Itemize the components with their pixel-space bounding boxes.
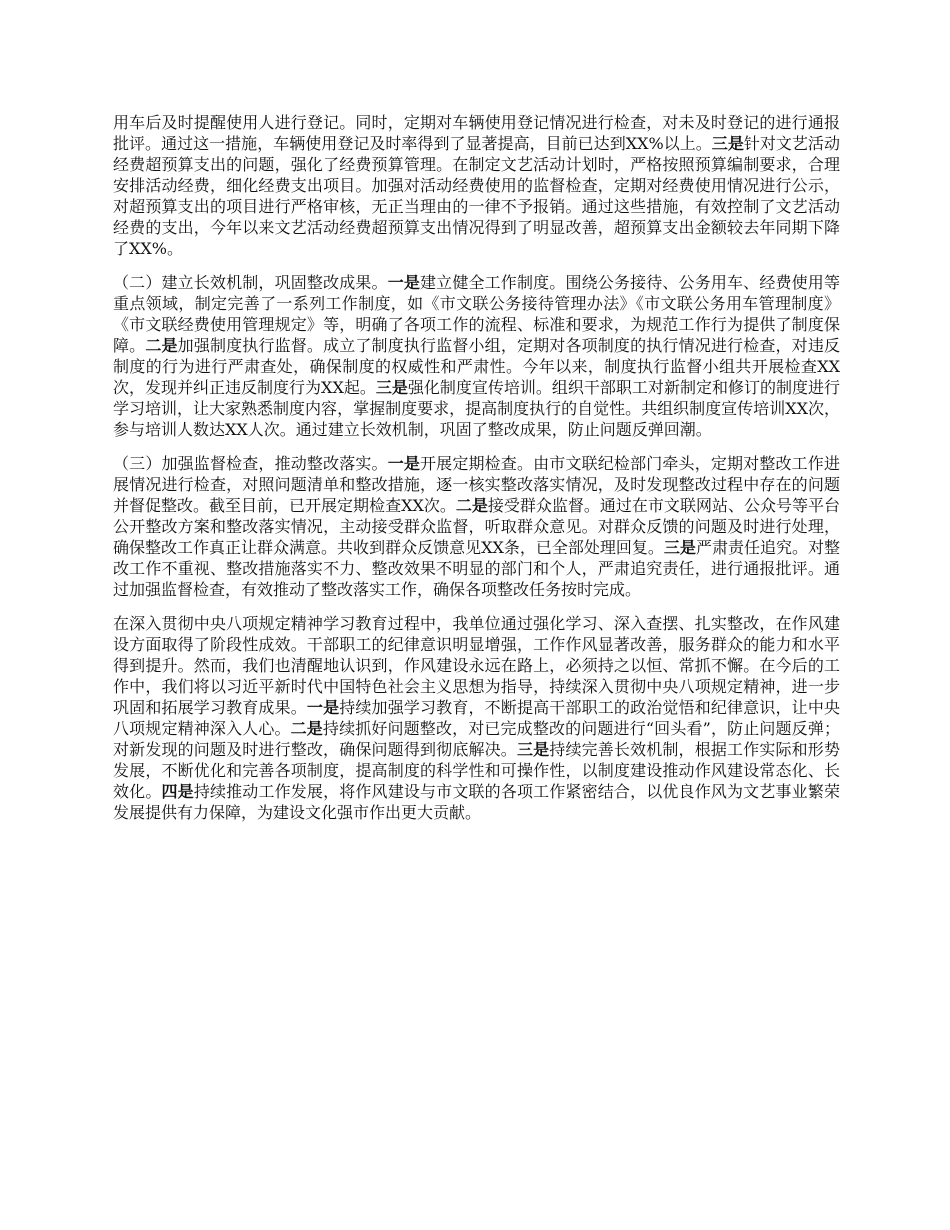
paragraph-text: 加强制度执行监督。成立了制度执行监督小组，定期对各项制度的执行情况进行检查，对违反制度的行为进行严肃查处，确保制度的权威性和严肃性。今年以来，制度执行监督小组共开展检查XX次，发现并纠正违反制度行为XX起。 bbox=[113, 336, 840, 397]
paragraph-text: 接受群众监督。通过在市文联网站、公众号等平台公开整改方案和整改落实情况，主动接受群众监督，听取群众意见。对群众反馈的问题及时进行处理，确保整改工作真正让群众满意。共收到群众反馈意见XX条，已全部处理回复。 bbox=[113, 496, 840, 557]
emphasis-marker: 三是 bbox=[516, 740, 550, 759]
paragraph-text: 持续加强学习教育，不断提高干部职工的政治觉悟和纪律意识，让中央八项规定精神深入人心。 bbox=[113, 698, 840, 738]
paragraph-text: 持续完善长效机制，根据工作实际和形势发展，不断优化和完善各项制度，提高制度的科学性和可操作性，以制度建设推动作风建设常态化、长效化。 bbox=[113, 740, 840, 801]
paragraph-text: 针对文艺活动经费超预算支出的问题，强化了经费预算管理。在制定文艺活动计划时，严格按照预算编制要求，合理安排活动经费，细化经费支出项目。加强对活动经费使用的监督检查，定期对经费使用情况进行公示，对超预算支出的项目进行严格审核，无正当理由的一律不予报销。通过这些措施，有效控制了文艺活动经费的支出，今年以来文艺活动经费超预算支出情况得到了明显改善，超预算支出金额较去年同期下降了XX%。 bbox=[113, 134, 840, 258]
paragraph-text: 强化制度宣传培训。组织干部职工对新制定和修订的制度进行学习培训，让大家熟悉制度内容，掌握制度要求，提高制度执行的自觉性。共组织制度宣传培训XX次，参与培训人数达XX人次。通过建立长效机制，巩固了整改成果，防止问题反弹回潮。 bbox=[113, 378, 840, 439]
paragraph-text: 开展定期检查。由市文联纪检部门牵头，定期对整改工作进展情况进行检查，对照问题清单和整改措施，逐一核实整改落实情况，及时发现整改过程中存在的问题并督促整改。截至目前，已开展定期检查XX次。 bbox=[113, 454, 840, 515]
emphasis-marker: 二是 bbox=[145, 336, 178, 355]
emphasis-marker: 一是 bbox=[387, 273, 421, 292]
emphasis-marker: 三是 bbox=[711, 134, 744, 153]
paragraph bbox=[113, 272, 840, 440]
paragraph-text: 严肃责任追究。对整改工作不重视、整改措施落实不力、整改效果不明显的部门和个人，严肃追究责任，进行通报批评。通过加强监督检查，有效推动了整改落实工作，确保各项整改任务按时完成。 bbox=[113, 538, 840, 599]
paragraph bbox=[113, 453, 840, 600]
paragraph-text: 在深入贯彻中央八项规定精神学习教育过程中，我单位通过强化学习、深入查摆、扎实整改，在作风建设方面取得了阶段性成效。干部职工的纪律意识明显增强，工作作风显著改善，服务群众的能力和水平得到提升。然而，我们也清醒地认识到，作风建设永远在路上，必须持之以恒、常抓不懈。在今后的工作中，我们将以习近平新时代中国特色社会主义思想为指导，持续深入贯彻中央八项规定精神，进一步巩固和拓展学习教育成果。 bbox=[113, 614, 840, 717]
paragraph-text: （二）建立长效机制，巩固整改成果。 bbox=[113, 273, 388, 292]
paragraph bbox=[113, 613, 840, 823]
emphasis-marker: 一是 bbox=[387, 454, 421, 473]
paragraph-text: 持续抓好问题整改，对已完成整改的问题进行“回头看”，防止问题反弹；对新发现的问题及时进行整改，确保问题得到彻底解决。 bbox=[113, 719, 840, 759]
paragraph-text: 持续推动工作发展，将作风建设与市文联的各项工作紧密结合，以优良作风为文艺事业繁荣发展提供有力保障，为建设文化强市作出更大贡献。 bbox=[113, 782, 840, 822]
emphasis-marker: 一是 bbox=[306, 698, 340, 717]
emphasis-marker: 三是 bbox=[663, 538, 696, 557]
paragraph bbox=[113, 112, 840, 259]
emphasis-marker: 二是 bbox=[455, 496, 488, 515]
document-body bbox=[113, 112, 840, 836]
emphasis-marker: 二是 bbox=[290, 719, 323, 738]
paragraph-text: （三）加强监督检查，推动整改落实。 bbox=[113, 454, 388, 473]
paragraph-text: 建立健全工作制度。围绕公务接待、公务用车、经费使用等重点领域，制定完善了一系列工作制度，如《市文联公务接待管理办法》《市文联公务用车管理制度》《市文联经费使用管理规定》等，明确了各项工作的流程、标准和要求，为规范工作行为提供了制度保障。 bbox=[113, 273, 840, 355]
paragraph-text: 用车后及时提醒使用人进行登记。同时，定期对车辆使用登记情况进行检查，对未及时登记的进行通报批评。通过这一措施，车辆使用登记及时率得到了显著提高，目前已达到XX%以上。 bbox=[113, 113, 840, 153]
emphasis-marker: 四是 bbox=[161, 782, 194, 801]
emphasis-marker: 三是 bbox=[375, 378, 408, 397]
